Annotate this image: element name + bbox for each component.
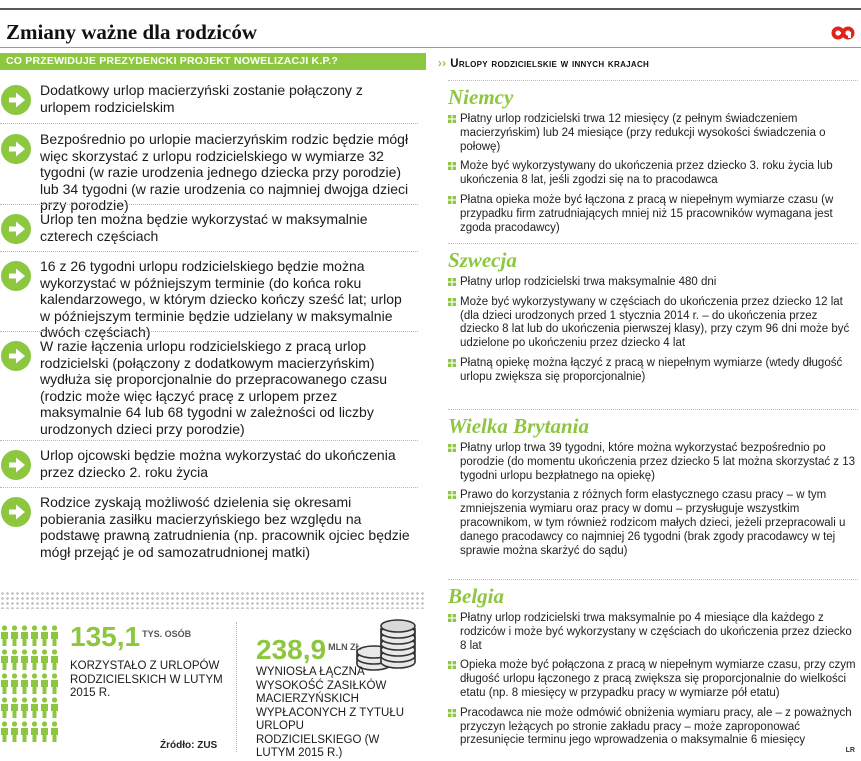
top-rule: [0, 8, 861, 10]
point-text: 16 z 26 tygodni urlopu rodzicielskiego będzie można wykorzystać w późniejszym terminie (do końca roku kalendarzowego, w którym dziecko kończy sześć lat; urlop w późniejszym terminie będzie udzielany w maksymalnie dwóch częściach): [40, 258, 402, 340]
country-block: [448, 409, 858, 564]
country-item-text: Płatna opieka może być łączona z pracą w niepełnym wymiarze czasu (w przypadku firm zatrudniających mniej niż 15 pracowników wymagana jest zgoda pracodawcy): [460, 193, 834, 234]
people-icon: [0, 625, 64, 743]
stat-benefits-value: 238,9: [256, 634, 327, 665]
country-item-text: Prawo do korzystania z różnych form elastycznego czasu pracy – w tym zmniejszenia wymiaru oraz pracy w domu – przysługuje wszystkim pracownikom, w tym również rodzicom małych dzieci, jeżeli przepracowali u danego pracodawcy co najmniej 26 tygodni (brak zgody pracodawcy w tej sprawie można skarżyć do sądu): [460, 489, 846, 557]
grid-square-icon: [448, 115, 456, 123]
stat-benefits: [256, 634, 361, 666]
divider: [0, 204, 418, 205]
grid-square-icon: [448, 196, 456, 204]
country-item: [448, 442, 858, 483]
country-item: [448, 659, 858, 700]
grid-square-icon: [448, 491, 456, 499]
grid-square-icon: [448, 298, 456, 306]
grid-square-icon: [448, 709, 456, 717]
divider: [0, 123, 418, 124]
country-item-text: Może być wykorzystywany w częściach do ukończenia przez dziecko 12 lat (dla dzieci urodzonych przed 1 stycznia 2014 r. – do ukończenia przez dziecko 8 lat lub do ukończenia pierwszej klasy), przy czym 96 dni może być udzielone po ukończeniu przez dziecko 4 lat: [460, 295, 850, 350]
page-title: Zmiany ważne dla rodziców: [6, 20, 258, 44]
source-note: Źródło: ZUS: [160, 740, 218, 751]
arrow-circle-icon: [0, 340, 32, 372]
country-block: [448, 579, 858, 754]
point-text: Urlop ojcowski będzie można wykorzystać do ukończenia przez dziecko 2. roku życia: [40, 447, 396, 480]
grid-square-icon: [448, 162, 456, 170]
divider: [0, 331, 418, 332]
title-rule: [0, 47, 861, 48]
divider: [0, 251, 418, 252]
country-item-text: Płatną opiekę można łączyć z pracą w niepełnym wymiarze (wtedy długość urlopu zwiększa się proporcjonalnie): [460, 356, 843, 383]
arrow-circle-icon: [0, 260, 32, 292]
divider: [0, 440, 418, 441]
arrow-circle-icon: [0, 213, 32, 245]
country-item: [448, 276, 858, 290]
grid-square-icon: [448, 444, 456, 452]
country-item: [448, 160, 858, 188]
arrow-circle-icon: [0, 133, 32, 165]
country-item-text: Płatny urlop rodzicielski trwa maksymalnie 480 dni: [460, 276, 717, 288]
country-block: [448, 80, 858, 241]
country-item: [448, 113, 858, 154]
country-item: [448, 707, 858, 748]
dotted-band: [0, 591, 426, 609]
point-text: Dodatkowy urlop macierzyński zostanie połączony z urlopem rodzicielskim: [40, 82, 363, 115]
point-text: Rodzice zyskają możliwość dzielenia się okresami pobierania zasiłku macierzyńskiego bez względu na podstawę prawną zatrudnienia (np. pracownik ojciec będzie mógł przejąć je od samozatrudnionej matki): [40, 494, 410, 560]
country-name: Szwecja: [448, 248, 517, 272]
country-item: [448, 194, 858, 235]
stat-persons: [70, 621, 191, 653]
chevron-right-icon: ››: [438, 58, 447, 70]
point-text: Urlop ten można będzie wykorzystać w maksymalnie czterech częściach: [40, 211, 368, 244]
country-name: Belgia: [448, 584, 504, 608]
arrow-circle-icon: [0, 84, 32, 116]
country-name: Wielka Brytania: [448, 414, 589, 438]
country-item-text: Płatny urlop rodzicielski trwa 12 miesięcy (z pełnym świadczeniem macierzyńskim) lub 24 miesiące (przy redukcji wysokości świadczenia o połowę): [460, 113, 826, 153]
grid-square-icon: [448, 278, 456, 286]
country-item: [448, 357, 858, 385]
divider: [0, 487, 418, 488]
section-heading-right: [438, 58, 649, 70]
grid-square-icon: [448, 614, 456, 622]
stat-persons-value: 135,1: [70, 621, 141, 652]
country-item-text: Opieka może być połączona z pracą w niepełnym wymiarze czasu, przy czym długość urlopu łączonego z pracą zwiększa się proporcjonalnie do wielkości etatu (np. 8 miesięcy w przypadku pracy w wymiarze pół etatu): [460, 659, 856, 699]
stat-benefits-unit: MLN ZŁ: [328, 642, 362, 652]
country-name: Niemcy: [448, 85, 514, 109]
stat-divider: [236, 622, 237, 752]
point-text: Bezpośrednio po urlopie macierzyńskim rodzic będzie mógł więc skorzystać z urlopu rodzicielskiego w wymiarze 32 tygodni (w razie urodzenia jednego dziecka przy porodzie) lub 34 tygodni (w razie urodzenia co najmniej dwojga dzieci przy porodzie): [40, 131, 409, 213]
section-heading-right-label: Urlopy rodzicielskie w innych krajach: [450, 58, 650, 70]
country-item: [448, 296, 858, 351]
point-text: W razie łączenia urlopu rodzicielskiego z pracą urlop rodzicielski (połączony z dodatkowym macierzyńskim) wydłuża się proporcjonalnie do przepracowanego czasu (rodzic może więc łączyć pracę z urlopem przez maksymalnie 64 lub 68 tygodni w zależności od liczby urodzonych dzieci przy porodzie): [40, 338, 388, 437]
arrow-circle-icon: [0, 496, 32, 528]
country-item-text: Płatny urlop trwa 39 tygodni, które można wykorzystać bezpośrednio po porodzie (do momentu ukończenia przez dziecko 5 lat można skorzystać z 13 tygodni urlopu bezpłatnego na opiekę): [460, 442, 856, 482]
country-block: [448, 243, 858, 391]
grid-square-icon: [448, 359, 456, 367]
country-item: [448, 612, 858, 653]
grid-square-icon: [448, 661, 456, 669]
country-item: [448, 489, 858, 558]
section-heading-left: CO PRZEWIDUJE PREZYDENCKI PROJEKT NOWELIZACJI K.P.?: [0, 53, 426, 70]
coins-icon: [352, 612, 420, 672]
gp-logo-icon: [831, 26, 855, 40]
stat-benefits-desc: WYNIOSŁA ŁĄCZNA WYSOKOŚĆ ZASIŁKÓW MACIERZYŃSKICH WYPŁACONYCH Z TYTUŁU URLOPU RODZICIELSKIEGO (W LUTYM 2015 R.): [256, 666, 405, 759]
stat-persons-unit: TYS. OSÓB: [142, 629, 192, 639]
country-item-text: Może być wykorzystywany do ukończenia przez dziecko 3. roku życia lub ukończenia 8 lat, jeśli zgodzi się na to pracodawca: [460, 160, 833, 187]
country-item-text: Płatny urlop rodzicielski trwa maksymalnie po 4 miesiące dla każdego z rodziców i może być wykorzystany w częściach do ukończenia przez dziecko 8 lat: [460, 612, 852, 652]
stat-persons-desc: KORZYSTAŁO Z URLOPÓW RODZICIELSKICH W LUTYM 2015 R.: [70, 660, 223, 699]
arrow-circle-icon: [0, 449, 32, 481]
footer-tag: LR: [845, 747, 855, 754]
country-item-text: Pracodawca nie może odmówić obniżenia wymiaru pracy, ale – z poważnych przyczyn leżących po stronie zakładu pracy – może zaproponować przesunięcie terminu jego wprowadzenia o maksymalnie 6 miesięcy: [460, 706, 852, 747]
